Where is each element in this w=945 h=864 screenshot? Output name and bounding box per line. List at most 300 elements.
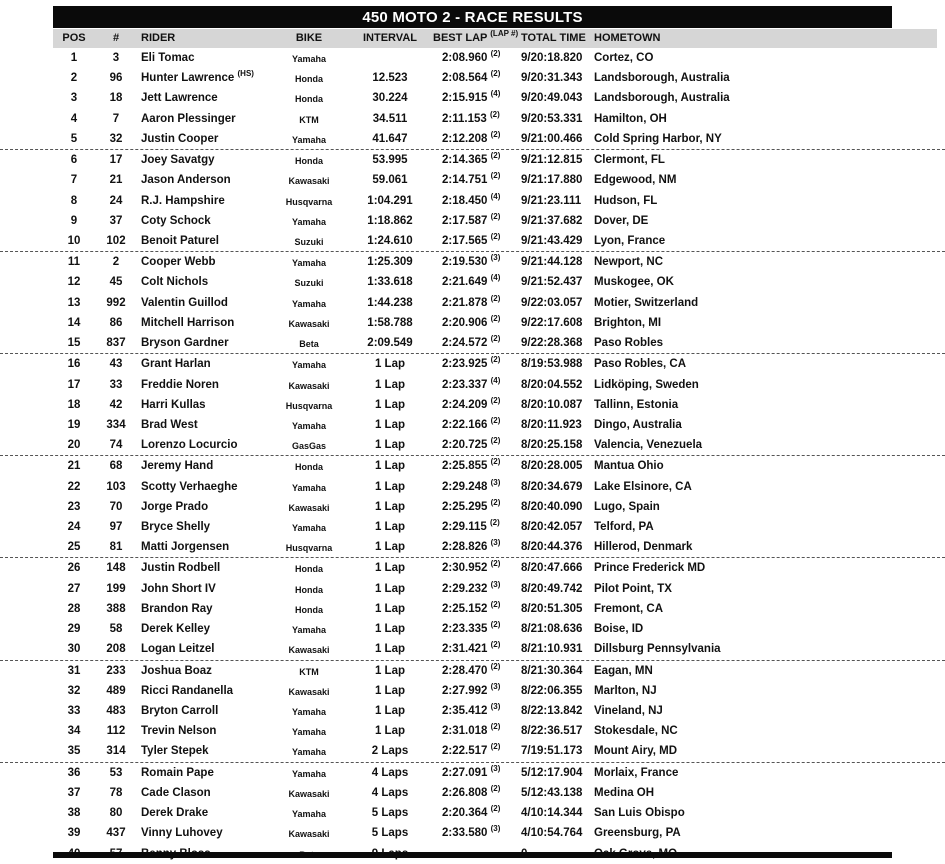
row-interval: 1 Lap — [374, 500, 406, 513]
best-lap-number-sup: (2) — [490, 640, 501, 650]
table-row — [0, 517, 945, 537]
row-number: 68 — [109, 460, 123, 473]
table-row — [0, 150, 945, 170]
row-hometown: Mantua Ohio — [594, 460, 664, 473]
row-interval: 1 Lap — [374, 562, 406, 575]
row-rider-text: Freddie Noren — [141, 378, 219, 391]
row-hometown: Eagan, MN — [594, 664, 653, 677]
row-rider-text: Eli Tomac — [141, 52, 195, 64]
table-row — [0, 497, 945, 517]
row-total-time: 9/21:52.437 — [521, 276, 583, 289]
row-hometown: Boise, ID — [594, 623, 644, 636]
row-interval: 1 Lap — [374, 439, 406, 452]
row-number: 81 — [109, 541, 123, 554]
row-number: 992 — [106, 296, 126, 309]
table-row — [0, 313, 945, 333]
row-pos: 17 — [67, 378, 81, 391]
table-row — [0, 252, 945, 272]
row-rider — [141, 297, 228, 309]
row-interval: 12.523 — [372, 72, 408, 85]
row-number: 97 — [109, 521, 123, 534]
row-bike: Kawasaki — [288, 380, 330, 391]
row-best-lap-text: 2:27.091 — [442, 766, 488, 779]
row-number: 102 — [106, 234, 126, 247]
row-number: 208 — [106, 643, 126, 656]
row-rider — [141, 439, 237, 451]
row-best-lap — [442, 231, 501, 247]
row-number: 21 — [109, 174, 123, 187]
row-best-lap-text: 2:08.564 — [442, 72, 488, 85]
best-lap-number-sup: (2) — [490, 599, 501, 609]
row-rider-text: Tyler Stepek — [141, 745, 209, 758]
best-lap-number-sup: (2) — [490, 742, 501, 752]
row-best-lap — [442, 191, 501, 207]
row-total-time: 8/20:51.305 — [521, 602, 583, 615]
row-hometown: Prince Frederick MD — [594, 562, 706, 575]
row-hometown: Valencia, Venezuela — [594, 439, 703, 452]
row-rider — [141, 215, 211, 227]
row-bike: Yamaha — [291, 482, 327, 493]
row-best-lap — [442, 436, 501, 452]
row-rider-text: Harri Kullas — [141, 398, 206, 411]
row-bike: Honda — [295, 462, 323, 473]
best-lap-number-sup: (3) — [490, 579, 501, 589]
best-lap-number-sup: (2) — [489, 518, 500, 528]
row-total-time: 8/20:25.158 — [521, 439, 583, 452]
row-rider-text: Hunter Lawrence — [141, 72, 235, 85]
header-number: # — [112, 32, 120, 44]
row-bike: KTM — [299, 666, 319, 677]
best-lap-number-sup: (2) — [490, 620, 501, 630]
row-bike: Kawasaki — [288, 788, 330, 799]
row-number: 837 — [106, 337, 126, 350]
row-best-lap — [442, 355, 501, 371]
best-lap-number-sup: (2) — [490, 436, 501, 446]
best-lap-number-sup: (2) — [490, 457, 501, 467]
row-bike: Kawasaki — [288, 829, 330, 840]
row-number: 437 — [106, 827, 126, 840]
row-number: 80 — [109, 807, 123, 820]
row-rider-text: Cooper Webb — [141, 256, 216, 269]
row-rider-text: Colt Nichols — [141, 276, 209, 289]
row-interval: 1:24.610 — [367, 234, 413, 247]
row-bike: Yamaha — [291, 216, 327, 227]
row-pos: 14 — [67, 316, 81, 329]
best-lap-number-sup: (2) — [489, 109, 500, 119]
row-interval: 4 Laps — [371, 766, 409, 779]
row-total-time: 8/20:04.552 — [521, 378, 583, 391]
row-total-time: 4/10:14.344 — [521, 807, 583, 820]
row-best-lap-text: 2:17.587 — [442, 214, 488, 227]
row-hometown: Mount Airy, MD — [594, 745, 678, 758]
table-row — [0, 639, 945, 660]
row-best-lap-text: 2:11.153 — [442, 112, 487, 125]
best-lap-number-sup: (2) — [490, 211, 501, 221]
row-best-lap-text: 2:33.580 — [442, 827, 488, 840]
best-lap-number-sup: (2) — [490, 129, 501, 139]
row-pos: 15 — [67, 337, 81, 350]
table-row — [0, 48, 945, 68]
row-hometown: Hamilton, OH — [594, 112, 667, 125]
best-lap-number-sup: (4) — [490, 273, 501, 283]
row-rider — [141, 827, 223, 839]
row-pos: 3 — [70, 92, 78, 105]
best-lap-number-sup: (2) — [490, 804, 501, 814]
row-rider — [141, 685, 233, 697]
row-total-time: 8/20:44.376 — [521, 541, 583, 554]
row-interval: 34.511 — [372, 112, 408, 125]
row-best-lap-text: 2:19.530 — [442, 256, 488, 269]
row-interval: 1 Lap — [374, 705, 406, 717]
row-bike: Kawasaki — [288, 645, 330, 656]
row-pos: 38 — [67, 807, 81, 820]
row-rider — [141, 379, 219, 391]
row-pos: 4 — [70, 112, 78, 125]
row-rider — [141, 358, 211, 370]
table-row — [0, 681, 945, 701]
table-row — [0, 721, 945, 741]
row-bike: Honda — [295, 74, 323, 85]
row-best-lap — [442, 415, 501, 431]
bottom-rule — [53, 852, 892, 858]
table-row — [0, 783, 945, 803]
row-best-lap — [442, 661, 501, 677]
row-best-lap-text: 2:15.915 — [442, 92, 488, 105]
row-rider-text: Mitchell Harrison — [141, 316, 235, 329]
table-row — [0, 823, 945, 843]
row-best-lap-text: 2:35.412 — [442, 705, 488, 717]
row-hometown: Greensburg, PA — [594, 827, 681, 840]
row-pos: 22 — [67, 480, 81, 493]
table-row — [0, 375, 945, 395]
row-total-time: 9/21:44.128 — [521, 256, 583, 269]
row-pos: 28 — [67, 602, 81, 615]
row-best-lap — [442, 273, 501, 289]
row-hometown: Pilot Point, TX — [594, 582, 672, 595]
row-rider-text: Joshua Boaz — [141, 664, 212, 677]
row-number: 53 — [109, 766, 123, 779]
row-total-time: 8/21:10.931 — [521, 643, 583, 656]
results-title: 450 MOTO 2 - RACE RESULTS — [53, 6, 892, 28]
table-row — [0, 333, 945, 354]
row-best-lap — [442, 171, 501, 187]
row-rider — [141, 69, 254, 85]
row-best-lap-text: 2:20.364 — [442, 807, 488, 820]
best-lap-number-sup: (3) — [490, 538, 501, 548]
table-row — [0, 803, 945, 823]
row-interval: 2:09.549 — [367, 337, 413, 350]
row-rider — [141, 541, 229, 553]
row-hometown: Lidköping, Sweden — [594, 378, 699, 391]
row-hometown: Stokesdale, NC — [594, 725, 678, 738]
row-best-lap-text: 2:25.152 — [442, 602, 488, 615]
row-rider — [141, 195, 225, 207]
row-bike: GasGas — [291, 441, 327, 452]
row-number: 17 — [109, 154, 123, 167]
row-pos: 7 — [70, 174, 78, 187]
row-bike: Kawasaki — [288, 318, 330, 329]
row-best-lap — [442, 89, 501, 105]
row-bike: Yamaha — [291, 134, 327, 145]
row-interval: 1 Lap — [374, 725, 406, 738]
table-row — [0, 661, 945, 681]
row-pos: 18 — [67, 398, 81, 411]
row-rider-text: Justin Cooper — [141, 132, 219, 145]
row-interval: 41.647 — [372, 132, 408, 145]
row-rider — [141, 337, 229, 349]
row-bike: KTM — [299, 114, 319, 125]
row-rider-text: Joey Savatgy — [141, 154, 215, 167]
row-pos: 11 — [67, 256, 81, 269]
row-total-time: 9/21:43.429 — [521, 234, 583, 247]
row-rider — [141, 521, 210, 533]
row-rider-text: Benoit Paturel — [141, 234, 219, 247]
row-bike: Suzuki — [294, 278, 324, 289]
best-lap-number-sup: (3) — [490, 763, 501, 773]
row-rider — [141, 583, 216, 595]
row-best-lap-text: 2:23.925 — [442, 358, 488, 371]
best-lap-number-sup: (2) — [490, 559, 501, 569]
table-row — [0, 477, 945, 497]
row-pos: 25 — [67, 541, 81, 554]
row-number: 199 — [106, 582, 126, 595]
row-rider — [141, 745, 209, 757]
table-row — [0, 701, 945, 721]
row-interval: 1 Lap — [374, 541, 406, 554]
header-total-time: TOTAL TIME — [521, 32, 586, 44]
row-best-lap — [442, 702, 501, 717]
row-best-lap — [442, 559, 501, 575]
table-row — [0, 170, 945, 190]
row-best-lap-text: 2:17.565 — [442, 234, 488, 247]
row-pos: 8 — [70, 194, 78, 207]
table-row — [0, 599, 945, 619]
row-total-time: 9/21:12.815 — [521, 154, 583, 167]
table-row — [0, 129, 945, 150]
row-interval: 1 Lap — [374, 521, 406, 534]
row-pos: 26 — [67, 562, 81, 575]
row-hometown: Hillerod, Denmark — [594, 541, 693, 554]
row-best-lap — [442, 129, 501, 145]
row-interval: 1 Lap — [374, 684, 406, 697]
row-hometown: Cortez, CO — [594, 52, 654, 64]
row-pos: 34 — [67, 725, 81, 738]
row-best-lap-text: 2:21.649 — [442, 276, 488, 289]
row-pos: 10 — [67, 234, 81, 247]
row-number: 233 — [106, 664, 126, 677]
row-best-lap — [442, 151, 501, 167]
row-rider — [141, 133, 218, 145]
table-row — [0, 211, 945, 231]
row-total-time: 8/20:11.923 — [521, 418, 582, 431]
row-best-lap-text: 2:14.365 — [442, 154, 488, 167]
row-number: 103 — [106, 480, 126, 493]
best-lap-number-sup: (2) — [490, 783, 501, 793]
row-pos: 9 — [70, 214, 78, 227]
row-best-lap — [442, 824, 501, 840]
row-number: 7 — [112, 112, 120, 125]
best-lap-number-sup: (2) — [490, 415, 501, 425]
row-pos: 36 — [67, 766, 81, 779]
header-rider: RIDER — [141, 32, 176, 44]
row-best-lap-text: 2:08.960 — [442, 52, 488, 64]
row-total-time: 9/21:37.682 — [521, 214, 583, 227]
row-best-lap — [442, 253, 501, 269]
table-row — [0, 191, 945, 211]
best-lap-number-sup: (2) — [490, 497, 501, 507]
row-best-lap-text: 2:20.725 — [442, 439, 488, 452]
table-row — [0, 395, 945, 415]
row-best-lap-text: 2:27.992 — [442, 684, 488, 697]
row-total-time: 9/20:53.331 — [521, 112, 583, 125]
row-interval: 1:33.618 — [367, 276, 413, 289]
row-total-time: 9/20:18.820 — [521, 52, 583, 64]
row-best-lap-text: 2:24.572 — [442, 337, 488, 350]
row-best-lap-text: 2:29.115 — [442, 521, 487, 534]
row-hometown: Motier, Switzerland — [594, 296, 699, 309]
row-total-time: 4/10:54.764 — [521, 827, 583, 840]
row-number: 489 — [106, 684, 126, 697]
table-row — [0, 272, 945, 292]
row-total-time: 9/20:49.043 — [521, 92, 583, 105]
row-pos: 12 — [67, 276, 81, 289]
row-best-lap-text: 2:25.855 — [442, 460, 488, 473]
row-bike: Honda — [295, 94, 323, 105]
row-hometown: Lugo, Spain — [594, 500, 660, 513]
row-interval: 1 Lap — [374, 480, 406, 493]
row-best-lap-text: 2:20.906 — [442, 316, 488, 329]
best-lap-number-sup: (2) — [490, 231, 501, 241]
best-lap-number-sup: (2) — [490, 722, 501, 732]
row-rider-text: Logan Leitzel — [141, 643, 215, 656]
best-lap-number-sup: (2) — [490, 334, 501, 344]
row-total-time: 8/20:34.679 — [521, 480, 583, 493]
row-best-lap — [442, 722, 501, 738]
row-rider-text: R.J. Hampshire — [141, 194, 225, 207]
row-number: 32 — [109, 132, 123, 145]
row-best-lap — [442, 640, 501, 656]
row-best-lap-text: 2:31.018 — [442, 725, 488, 738]
row-bike: Kawasaki — [288, 176, 330, 187]
row-pos: 24 — [67, 521, 81, 534]
row-hometown: Cold Spring Harbor, NY — [594, 132, 722, 145]
row-total-time: 5/12:17.904 — [521, 766, 583, 779]
table-row — [0, 456, 945, 476]
row-number: 43 — [109, 358, 123, 371]
results-table-body — [0, 48, 945, 864]
row-bike: Beta — [299, 339, 319, 350]
table-row — [0, 88, 945, 108]
row-hometown: Landsborough, Australia — [594, 72, 730, 85]
row-hometown: Fremont, CA — [594, 602, 663, 615]
header-best-lap-sup: (LAP #) — [490, 29, 519, 38]
row-rider-text: Vinny Luhovey — [141, 827, 223, 840]
row-rider-text: Aaron Plessinger — [141, 112, 236, 125]
row-rider-text: Valentin Guillod — [141, 296, 228, 309]
best-lap-number-sup: (4) — [490, 89, 501, 99]
row-bike: Honda — [295, 604, 323, 615]
best-lap-number-sup: (2) — [490, 69, 501, 79]
best-lap-number-sup: (3) — [490, 477, 501, 487]
row-number: 33 — [109, 378, 123, 391]
table-row — [0, 435, 945, 456]
row-total-time: 8/21:30.364 — [521, 664, 583, 677]
row-pos: 30 — [67, 643, 81, 656]
row-best-lap-text: 2:12.208 — [442, 132, 488, 145]
row-best-lap — [442, 211, 501, 227]
row-interval: 59.061 — [372, 174, 408, 187]
table-row — [0, 354, 945, 374]
row-pos: 6 — [70, 154, 78, 167]
row-bike: Honda — [295, 584, 323, 595]
row-best-lap-text: 2:29.248 — [442, 480, 488, 493]
row-number: 314 — [106, 745, 126, 758]
row-bike: Yamaha — [291, 258, 327, 269]
row-bike: Husqvarna — [285, 196, 333, 207]
row-total-time: 8/20:40.090 — [521, 500, 583, 513]
row-total-time: 9/22:17.608 — [521, 316, 583, 329]
row-rider-text: Bryton Carroll — [141, 705, 219, 717]
row-total-time: 9/21:23.111 — [521, 194, 582, 207]
table-row — [0, 537, 945, 558]
row-best-lap-text: 2:30.952 — [442, 562, 488, 575]
row-rider — [141, 807, 208, 819]
row-best-lap-text: 2:28.470 — [442, 664, 488, 677]
row-total-time: 9/21:00.466 — [521, 132, 583, 145]
best-lap-number-sup: (2) — [490, 355, 501, 365]
row-hometown: Muskogee, OK — [594, 276, 674, 289]
row-best-lap — [442, 395, 501, 411]
best-lap-number-sup: (3) — [490, 253, 501, 263]
best-lap-number-sup: (2) — [490, 293, 501, 303]
table-header — [53, 29, 937, 48]
row-rider-text: Ricci Randanella — [141, 684, 234, 697]
row-interval: 1 Lap — [374, 664, 406, 677]
row-total-time: 9/20:31.343 — [521, 72, 583, 85]
row-hometown: Medina OH — [594, 786, 655, 799]
row-interval: 1 Lap — [374, 460, 406, 473]
row-rider — [141, 643, 214, 655]
row-number: 3 — [112, 52, 120, 64]
row-rider-text: Grant Harlan — [141, 358, 211, 371]
row-bike: Yamaha — [291, 809, 327, 820]
row-best-lap — [442, 742, 501, 758]
row-hometown: Brighton, MI — [594, 316, 662, 329]
table-row — [0, 415, 945, 435]
row-hometown: Lake Elsinore, CA — [594, 480, 692, 493]
row-interval: 2 Laps — [371, 745, 409, 758]
row-interval: 1 Lap — [374, 582, 406, 595]
row-bike: Yamaha — [291, 747, 327, 758]
row-pos: 29 — [67, 623, 81, 636]
table-row — [0, 558, 945, 578]
row-total-time: 8/20:49.742 — [521, 582, 583, 595]
best-lap-number-sup: (2) — [490, 49, 501, 58]
row-best-lap-text: 2:23.337 — [442, 378, 488, 391]
header-hometown: HOMETOWN — [594, 32, 661, 44]
row-pos: 32 — [67, 684, 81, 697]
row-number: 74 — [109, 439, 123, 452]
row-rider — [141, 174, 231, 186]
row-rider — [141, 113, 236, 125]
row-best-lap-text: 2:22.517 — [442, 745, 488, 758]
row-best-lap — [442, 497, 501, 513]
row-hometown: Tallinn, Estonia — [594, 398, 679, 411]
row-pos: 21 — [67, 460, 81, 473]
row-total-time: 8/20:42.057 — [521, 521, 583, 534]
row-interval: 1 Lap — [374, 418, 406, 431]
row-number: 18 — [109, 92, 123, 105]
